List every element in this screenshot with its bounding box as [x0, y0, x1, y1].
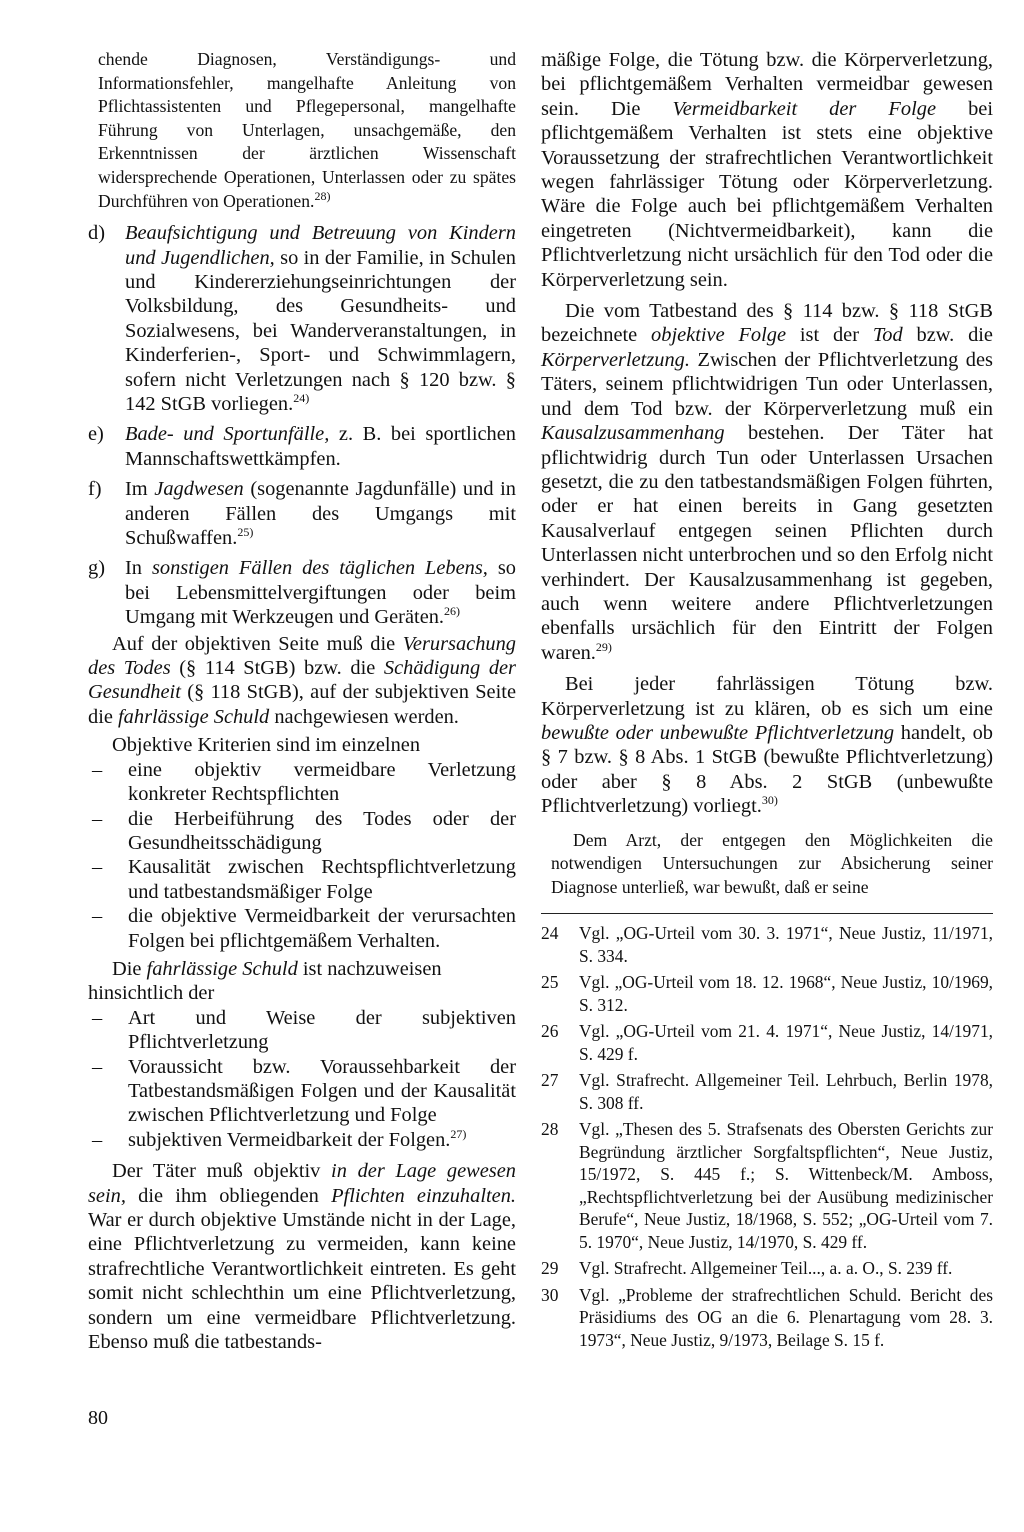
continuation-body: chende Diagnosen, Verständigungs- und Informationsfehler, mangelhafte Anleitung von Pflichtassistenten und Pflegepersonal, mangelhafte Führung von Unterlagen, unsachgemäße, den Erkenntnissen der ärztlichen Wissenschaft widersprechende Operationen, Unterlassen oder zu spätes Durchführen von Operationen. [98, 49, 516, 211]
lage-paragraph: Der Täter muß objektiv in der Lage gewesen sein, die ihm obliegenden Pflichten einzuhalten. War er durch objektive Umstände nicht in der Lage, eine Pflichtverletzung zu vermeiden, kann keine strafrechtliche Verantwortlichkeit eintreten. Es geht somit nicht schlechthin um eine Pflichtverletzung, sondern um eine vermeidbare Pflichtverletzung. Ebenso muß die tatbestands- [88, 1160, 516, 1354]
small-paragraph: Dem Arzt, der entgegen den Möglichkeiten die notwendigen Untersuchungen zur Absicherung seiner Diagnose unterließ, war bewußt, daß er seine [551, 829, 993, 897]
list-item: – Art und Weise der subjektiven Pflichtverletzung [92, 1006, 516, 1054]
list-item: – subjektiven Vermeidbarkeit der Folgen.$^{27)}$ [92, 1126, 467, 1151]
footnote-ref[interactable]: 27) [450, 1126, 467, 1141]
item-label: g) [88, 557, 105, 580]
criteria-list [88, 758, 516, 953]
schuld-list [88, 1006, 516, 1152]
case-list [88, 221, 516, 630]
item-text: Im Jagdwesen (sogenannte Jagdunfälle) und in anderen Fällen des Umgangs mit Schußwaffen.$^{25)}$ [125, 478, 516, 550]
footnote: 26 Vgl. „OG-Urteil vom 21. 4. 1971“, Neue Justiz, 14/1971, S. 429 f. [541, 1021, 993, 1064]
footnote-ref[interactable]: 25) [237, 525, 254, 540]
item-text: In sonstigen Fällen des täglichen Lebens, so bei Lebensmittelvergiftungen oder beim Umgang mit Werkzeugen und Geräten.$^{26)}$ [125, 557, 516, 629]
footnote: 29 Vgl. Strafrecht. Allgemeiner Teil..., a. a. O., S. 239 ff. [541, 1258, 953, 1279]
item-label: f) [88, 478, 102, 501]
left-column [88, 48, 516, 1354]
footnote: 28 Vgl. „Thesen des 5. Strafsenats des Obersten Gerichts zur Begründung ärztlicher Sorgfaltspflichten“, Neue Justiz, 15/1972, S. 445 f.; S. Wittenbeck/M. Amboss, „Rechtspflichtverletzung bei der Ausübung medizinischer Berufe“, Neue Justiz, 18/1968, S. 552; „OG-Urteil vom 7. 5. 1970“, Neue Justiz, 14/1970, S. 429 ff. [541, 1119, 993, 1252]
page-number: 80 [88, 1407, 108, 1429]
list-item: – eine objektiv vermeidbare Verletzung konkreter Rechtspflichten [92, 758, 516, 806]
footnote-ref[interactable]: 26) [444, 604, 461, 619]
criteria-intro: Objektive Kriterien sind im einzelnen [112, 734, 421, 757]
footnote: 30 Vgl. „Probleme der strafrechtlichen Schuld. Bericht des Präsidiums des OG an die 6. Plenartagung vom 28. 3. 1973“, Neue Justiz, 9/1973, Beilage S. 15 f. [541, 1284, 993, 1350]
footnote-ref[interactable]: 24) [293, 391, 310, 406]
item-text: Bade- und Sportunfälle, z. B. bei sportlichen Mannschaftswettkämpfen. [125, 423, 516, 470]
right-column [541, 48, 993, 1351]
objective-paragraph: Auf der objektiven Seite muß die Verursachung des Todes (§ 114 StGB) bzw. die Schädigung der Gesundheit (§ 118 StGB), auf der subjektiven Seite die fahrlässige Schuld nachgewiesen werden. [88, 632, 516, 728]
list-item: – Voraussicht bzw. Voraussehbarkeit der Tatbestandsmäßigen Folgen und der Kausalität zwischen Pflichtverletzung und Folge [92, 1055, 516, 1127]
list-item [88, 221, 516, 416]
footnote-ref[interactable]: 28) [314, 188, 331, 203]
footnotes [541, 922, 993, 1351]
item-label: e) [88, 423, 104, 446]
list-item: – die Herbeiführung des Todes oder der Gesundheitsschädigung [92, 807, 516, 854]
footnote-divider [541, 913, 993, 914]
schuld-intro: Die fahrlässige Schuld ist nachzuweisen hinsichtlich der [88, 957, 442, 1005]
footnote-ref[interactable]: 30) [761, 793, 778, 808]
list-item: – die objektive Vermeidbarkeit der verursachten Folgen bei pflichtgemäßem Verhalten. [92, 905, 516, 952]
list-item: – Kausalität zwischen Rechtspflichtverletzung und tatbestandsmäßiger Folge [92, 856, 516, 903]
footnote: 25 Vgl. „OG-Urteil vom 18. 12. 1968“, Neue Justiz, 10/1969, S. 312. [541, 972, 993, 1015]
footnote: 27 Vgl. Strafrecht. Allgemeiner Teil. Lehrbuch, Berlin 1978, S. 308 ff. [541, 1070, 993, 1113]
footnote: 24 Vgl. „OG-Urteil vom 30. 3. 1971“, Neue Justiz, 11/1971, S. 334. [541, 923, 993, 966]
body-text: mäßige Folge, die Tötung bzw. die Körperverletzung, bei pflichtgemäßem Verhalten vermeidbar gewesen sein. Die Vermeidbarkeit der Folge bei pflichtgemäßem Verhalten ist stets eine objektive Voraussetzung der strafrechtlichen Verantwortlichkeit wegen fahrlässiger Tötung oder Körperverletzung. Wäre die Folge auch bei pflichtgemäßem Verhalten eingetreten (Nichtvermeidbarkeit), kann die Pflichtverletzung nicht ursächlich für den Tod oder die Körperverletzung sein. Die vom Tatbestand des § 114 bzw. § 118 StGB bezeichnete objektive Folge ist der Tod bzw. die Körperverletzung. Zwischen der Pflichtverletzung des Täters, seinem pflichtwidrigen Tun oder Unterlassen, und dem Tod bzw. der Körperverletzung muß ein Kausalzusammenhang bestehen. Der Täter hat pflichtwidrig durch Tun oder Unterlassen Ursachen gesetzt, die zu den tatbestandsmäßigen Folgen führten, oder er hat einen bereits in Gang gesetzten Kausalverlauf entgegen seinen Pflichten durch Unterlassen nicht unterbrochen und so den Erfolg nicht verhindert. Der Kausalzusammenhang ist gegeben, auch wenn weitere andere Pflichtverletzungen ebenfalls ursächlich für den Eintritt der Folgen waren.$^{29)}$ Bei jeder fahrlässigen Tötung bzw. Körperverletzung ist zu klären, ob es sich um eine bewußte oder unbewußte Pflichtverletzung handelt, ob § 7 bzw. § 8 Abs. 1 StGB (bewußte Pflichtverletzung) oder aber § 8 Abs. 2 StGB (unbewußte Pflichtverletzung) vorliegt.$^{30)}$ [541, 49, 994, 818]
list-item [88, 422, 516, 471]
footnote-ref[interactable]: 29) [595, 639, 612, 654]
list-item [88, 477, 516, 550]
continuation-text [88, 48, 516, 213]
item-text: Beaufsichtigung und Betreuung von Kindern und Jugendlichen, so in der Familie, in Schulen und Kindererziehungseinrichtungen der Volksbildung, des Gesundheits- und Sozialwesens, bei Wanderveranstaltungen, in Kinderferien-, Sport- und Schwimmlagern, sofern nicht Verletzungen nach § 120 bzw. § 142 StGB vorliegen.$^{24)}$ [125, 222, 516, 415]
list-item [88, 556, 516, 629]
item-label: d) [88, 222, 105, 245]
